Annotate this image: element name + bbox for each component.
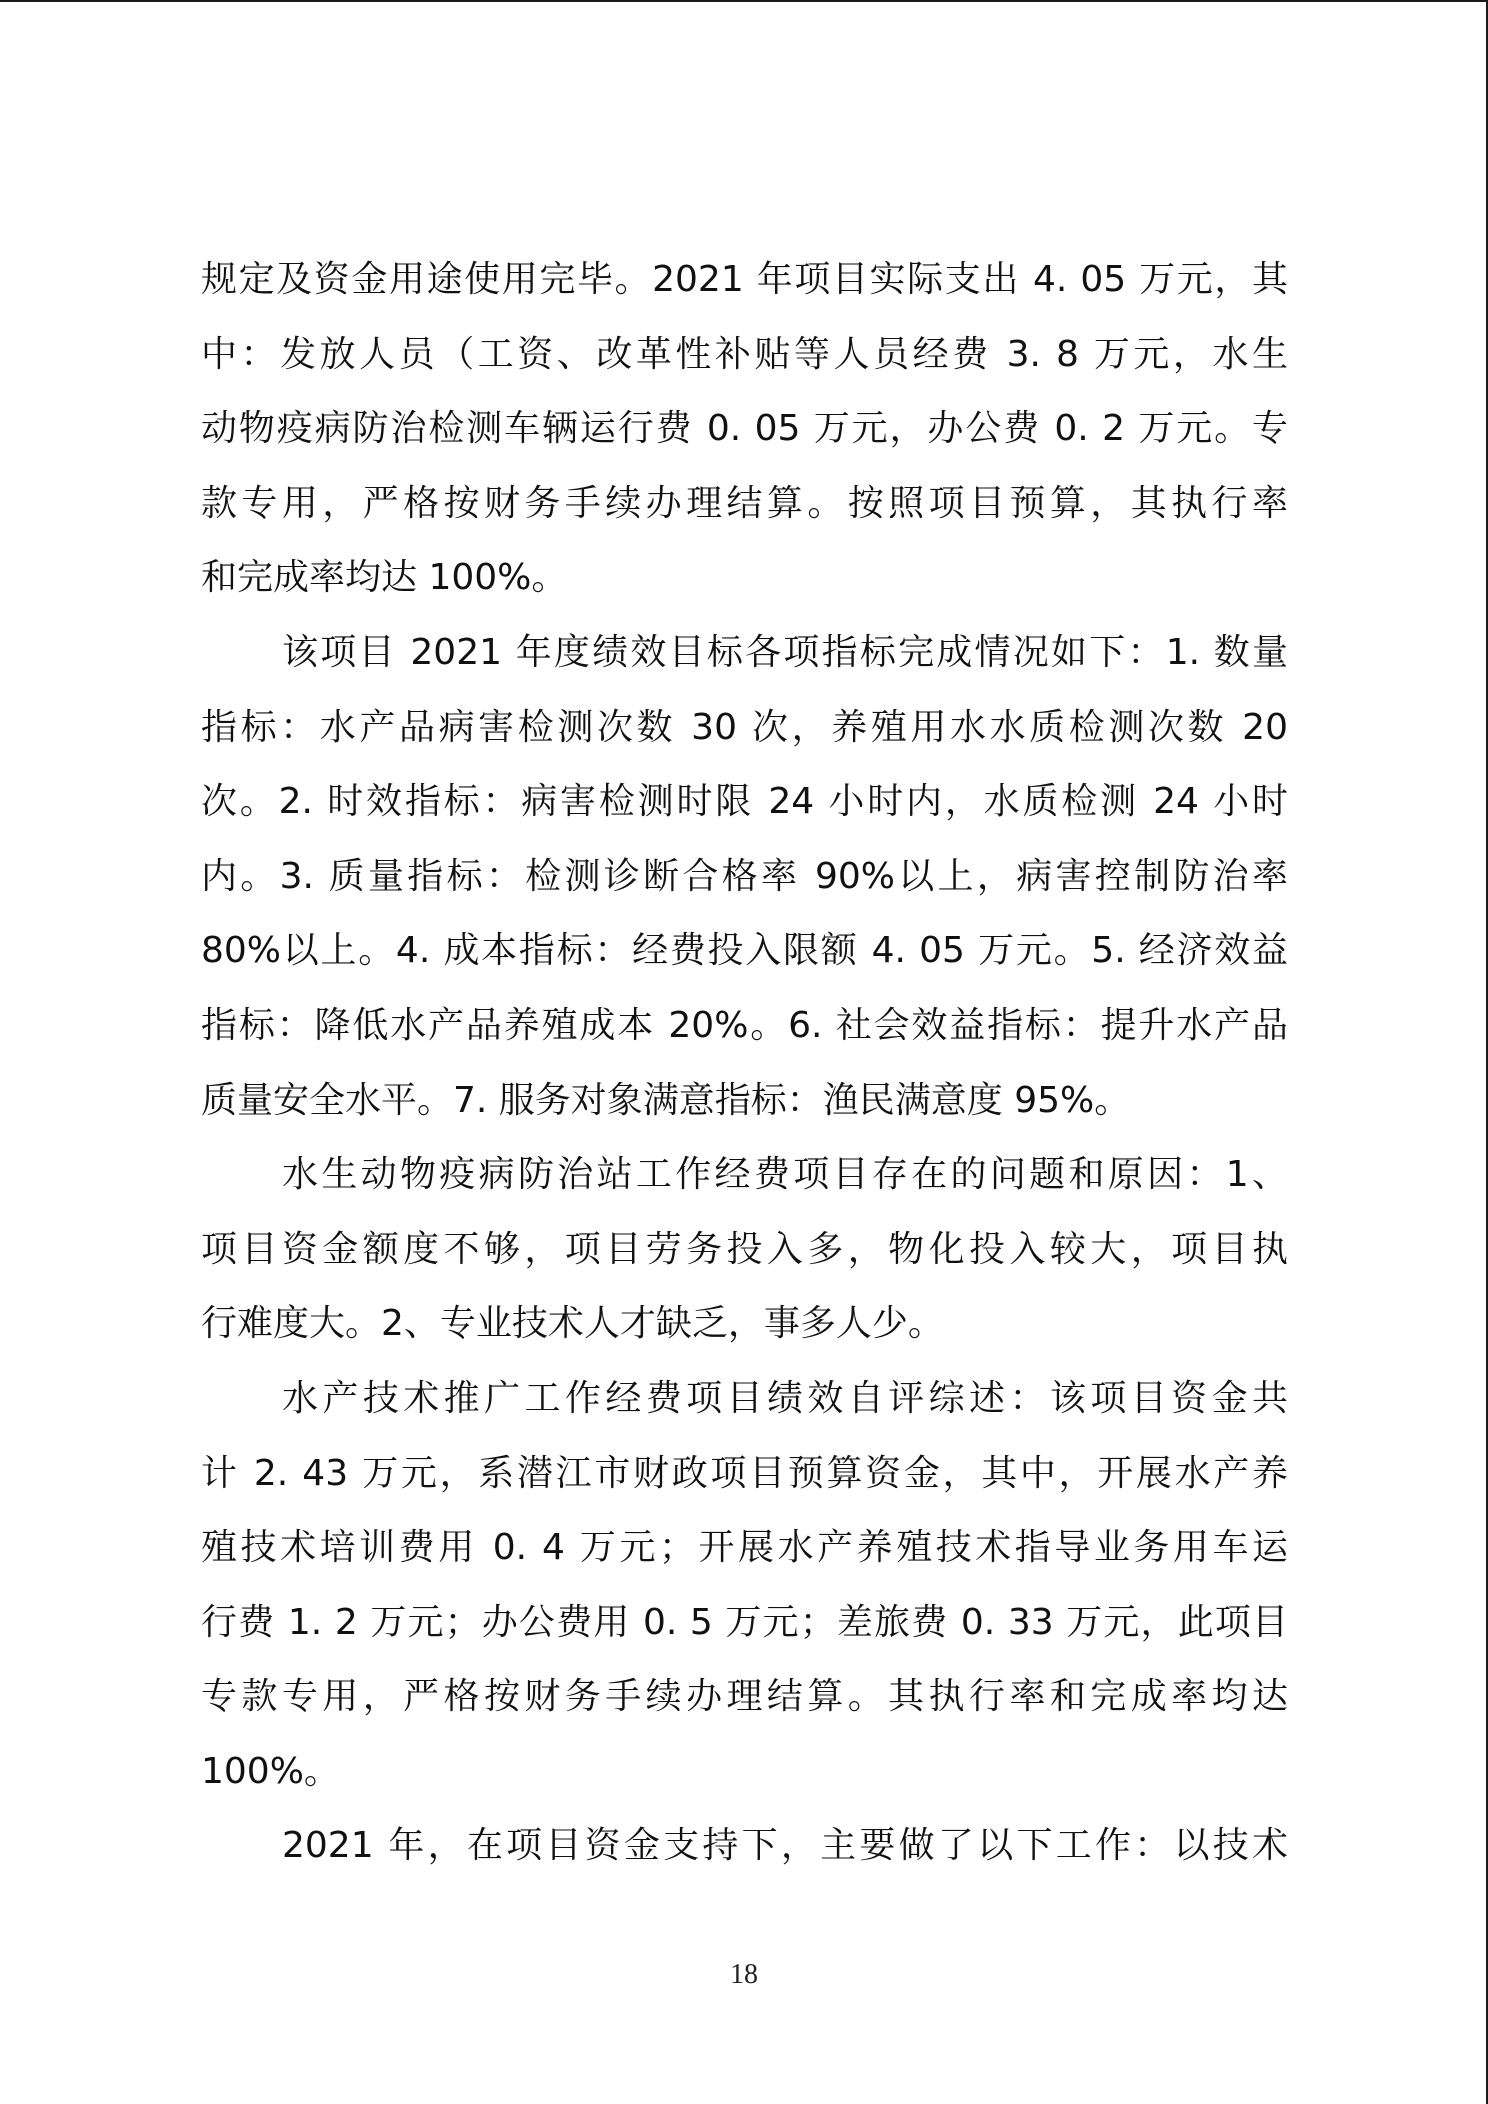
text-line: 水生动物疫病防治站工作经费项目存在的问题和原因：1、: [282, 1154, 1288, 1196]
text-line: 指标：降低水产品养殖成本 20%。6. 社会效益指标：提升水产品: [201, 1004, 1288, 1046]
text-line: 规定及资金用途使用完毕。2021 年项目实际支出 4. 05 万元，其: [201, 259, 1288, 300]
paragraph: [201, 243, 1288, 616]
text-line: 水产技术推广工作经费项目绩效自评综述：该项目资金共: [282, 1377, 1288, 1419]
text-line: 行难度大。2、专业技术人才缺乏，事多人少。: [201, 1303, 944, 1345]
text-line: 100%。: [201, 1750, 340, 1792]
text-line: 计 2. 43 万元，系潜江市财政项目预算资金，其中，开展水产养: [201, 1452, 1288, 1494]
text-line: 质量安全水平。7. 服务对象满意指标：渔民满意度 95%。: [201, 1079, 1131, 1121]
text-line: 指标：水产品病害检测次数 30 次，养殖用水水质检测次数 20: [201, 706, 1288, 748]
paragraph: [201, 1138, 1288, 1362]
body-text: [201, 243, 1288, 1884]
text-line: 款专用，严格按财务手续办理结算。按照项目预算，其执行率: [201, 482, 1288, 524]
text-line: 次。2. 时效指标：病害检测时限 24 小时内，水质检测 24 小时: [201, 781, 1288, 823]
paragraph: [201, 616, 1288, 1138]
text-line: 动物疫病防治检测车辆运行费 0. 05 万元，办公费 0. 2 万元。专: [201, 408, 1288, 450]
text-line: 该项目 2021 年度绩效目标各项指标完成情况如下：1. 数量: [282, 631, 1288, 673]
text-line: 中：发放人员（工资、改革性补贴等人员经费 3. 8 万元，水生: [201, 333, 1288, 375]
text-line: 行费 1. 2 万元；办公费用 0. 5 万元；差旅费 0. 33 万元，此项目: [201, 1601, 1288, 1643]
paragraph: [201, 1362, 1288, 1810]
text-line: 殖技术培训费用 0. 4 万元；开展水产养殖技术指导业务用车运: [201, 1527, 1288, 1569]
paragraph: [201, 1809, 1288, 1884]
text-line: 项目资金额度不够，项目劳务投入多，物化投入较大，项目执: [201, 1228, 1288, 1270]
text-line: 80%以上。4. 成本指标：经费投入限额 4. 05 万元。5. 经济效益: [201, 930, 1288, 972]
text-line: 内。3. 质量指标：检测诊断合格率 90%以上，病害控制防治率: [201, 855, 1288, 897]
text-line: 2021 年，在项目资金支持下，主要做了以下工作：以技术: [282, 1825, 1288, 1867]
text-line: 专款专用，严格按财务手续办理结算。其执行率和完成率均达: [201, 1676, 1288, 1718]
text-line: 和完成率均达 100%。: [201, 557, 568, 599]
page-number: 18: [730, 1959, 758, 1990]
